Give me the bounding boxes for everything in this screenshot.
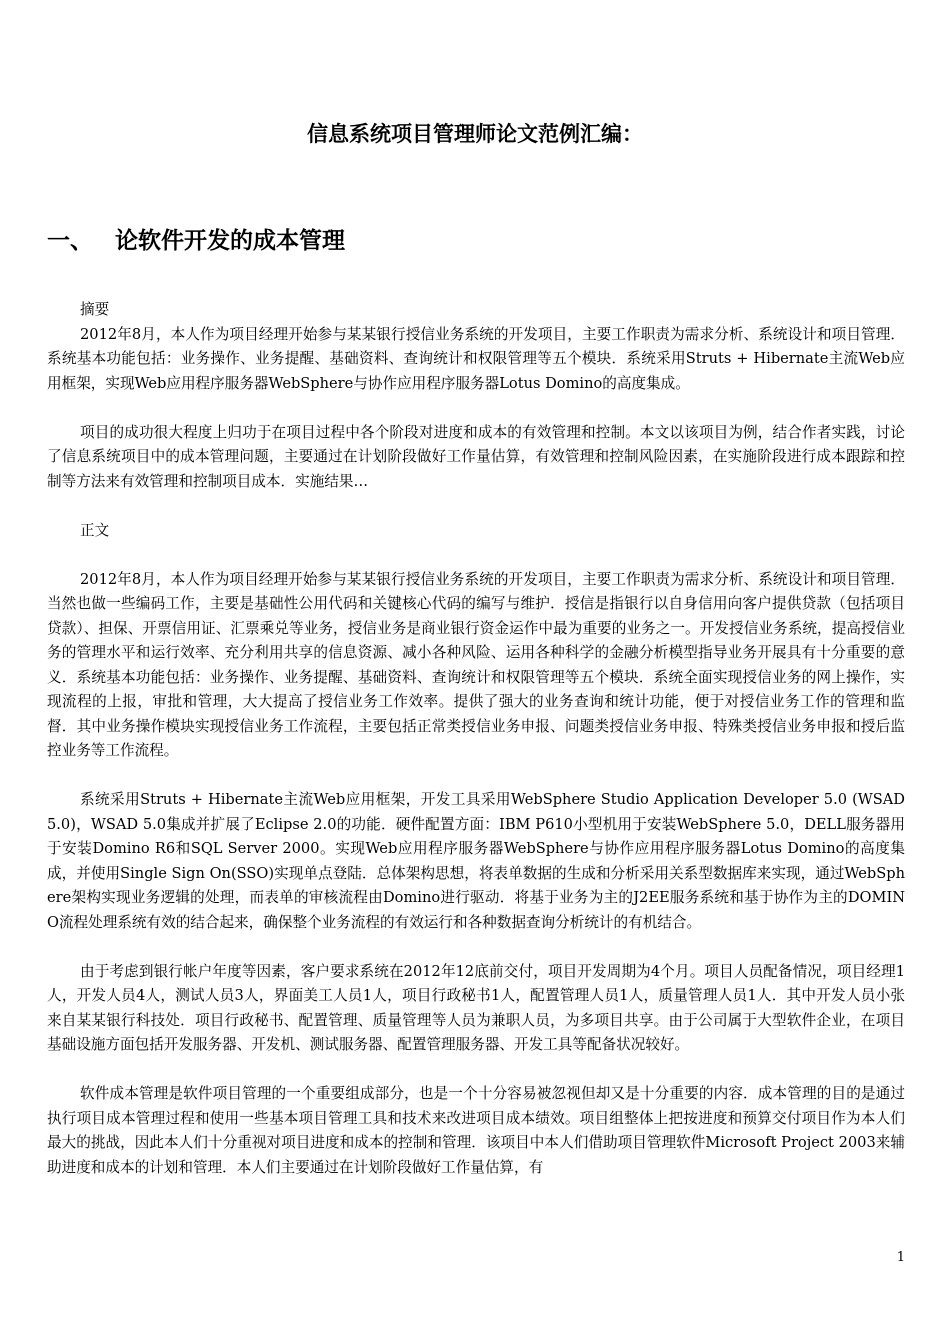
abstract-label: 摘要 (80, 301, 110, 318)
section-title: 论软件开发的成本管理 (115, 228, 345, 254)
body-paragraph: 系统采用Struts + Hibernate主流Web应用框架，开发工具采用WebSphere Studio Application Developer 5.0 (WSAD 5.0)，WSAD 5.0集成并扩展了Eclipse 2.0的功能．硬件配置方面：IBM P610小型机用于安装WebSphere 5.0，DELL服务器用于安装Domino R6和SQL Server 2000。实现Web应用程序服务器WebSphere与协作应用程序服务器Lotus Domino的高度集成，并使用Single Sign On(SSO)实现单点登陆．总体架构思想，将表单数据的生成和分析采用关系型数据库来实现，通过WebSphere架构实现业务逻辑的处理，而表单的审核流程由Domino进行驱动．将基于业务为主的J2EE服务系统和基于协作为主的DOMINO流程处理系统有效的结合起来，确保整个业务流程的有效运行和各种数据查询分析统计的有机结合。 (47, 791, 905, 931)
body-label: 正文 (80, 521, 110, 539)
body-paragraph: 2012年8月，本人作为项目经理开始参与某某银行授信业务系统的开发项目，主要工作职责为需求分析、系统设计和项目管理．当然也做一些编码工作，主要是基础性公用代码和关键核心代码的编写与维护．授信是指银行以自身信用向客户提供贷款（包括项目贷款）、担保、开票信用证、汇票乘兑等业务，授信业务是商业银行资金运作中最为重要的业务之一。开发授信业务系统，提高授信业务的管理水平和运行效率、充分利用共享的信息资源、减小各种风险、运用各种科学的金融分析模型指导业务开展具有十分重要的意义．系统基本功能包括：业务操作、业务提醒、基础资料、查询统计和权限管理等五个模块．系统全面实现授信业务的网上操作，实现流程的上报，审批和管理，大大提高了授信业务工作效率。提供了强大的业务查询和统计功能，便于对授信业务工作的管理和监督．其中业务操作模块实现授信业务工作流程，主要包括正常类授信业务申报、问题类授信业务申报、特殊类授信业务申报和授后监控业务等工作流程。 (47, 570, 905, 759)
body-paragraph: 由于考虑到银行帐户年度等因素，客户要求系统在2012年12底前交付，项目开发周期为4个月。项目人员配备情况，项目经理1人，开发人员4人，测试人员3人，界面美工人员1人，项目行政秘书1人，配置管理人员1人，质量管理人员1人．其中开发人员小张来自某某银行科技处．项目行政秘书、配置管理、质量管理等人员为兼职人员，为多项目共享。由于公司属于大型软件企业，在项目基础设施方面包括开发服务器、开发机、测试服务器、配置管理服务器、开发工具等配备状况较好。 (47, 962, 905, 1053)
document-body (47, 298, 905, 1180)
abstract-paragraph: 2012年8月，本人作为项目经理开始参与某某银行授信业务系统的开发项目，主要工作职责为需求分析、系统设计和项目管理．系统基本功能包括：业务操作、业务提醒、基础资料、查询统计和权限管理等五个模块．系统采用Struts + Hibernate主流Web应用框架，实现Web应用程序服务器WebSphere与协作应用程序服务器Lotus Domino的高度集成。 (47, 325, 905, 392)
document-title: 信息系统项目管理师论文范例汇编： (307, 122, 643, 146)
body-paragraph: 软件成本管理是软件项目管理的一个重要组成部分，也是一个十分容易被忽视但却又是十分重要的内容．成本管理的目的是通过执行项目成本管理过程和使用一些基本项目管理工具和技术来改进项目成本绩效。项目组整体上把按进度和预算交付项目作为本人们最大的挑战，因此本人们十分重视对项目进度和成本的控制和管理．该项目中本人们借助项目管理软件Microsoft Project 2003来辅助进度和成本的计划和管理．本人们主要通过在计划阶段做好工作量估算，有 (47, 1085, 905, 1176)
page-number: 1 (896, 1250, 905, 1265)
abstract-paragraph: 项目的成功很大程度上归功于在项目过程中各个阶段对进度和成本的有效管理和控制。本文以该项目为例，结合作者实践，讨论了信息系统项目中的成本管理问题，主要通过在计划阶段做好工作量估算，有效管理和控制风险因素，在实施阶段进行成本跟踪和控制等方法来有效管理和控制项目成本．实施结果… (47, 423, 905, 490)
section-number: 一、 (47, 228, 93, 254)
section-heading (47, 226, 345, 256)
